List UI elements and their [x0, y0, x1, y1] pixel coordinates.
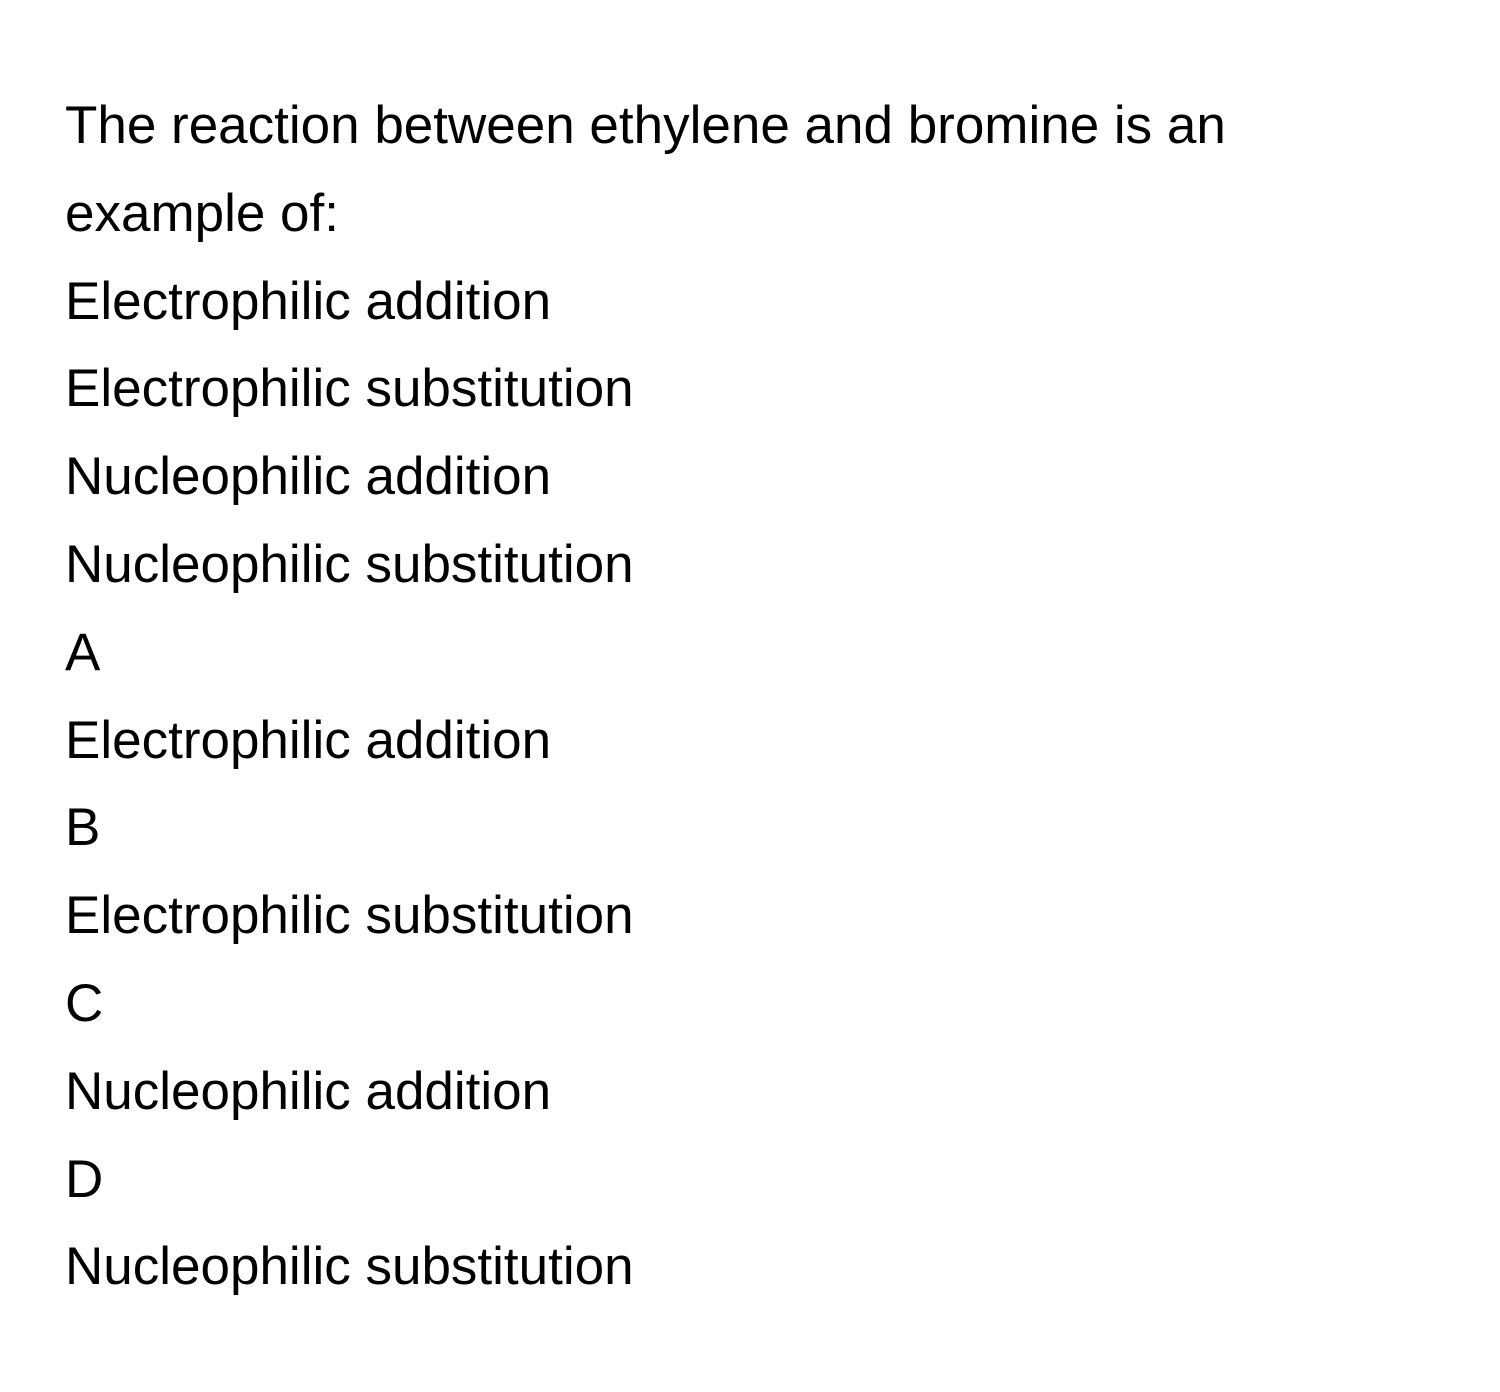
choice-letter-b: B	[65, 798, 101, 858]
option-item: Electrophilic addition	[65, 271, 552, 331]
choice-text-b: Electrophilic substitution	[65, 886, 634, 946]
choice-text-c: Nucleophilic addition	[65, 1061, 552, 1121]
choice-text-a: Electrophilic addition	[65, 710, 552, 770]
choice-list	[65, 609, 1435, 1311]
choice-letter-d: D	[65, 1149, 104, 1209]
question-document	[65, 82, 1435, 1311]
option-list	[65, 258, 1435, 609]
option-item: Nucleophilic addition	[65, 447, 552, 507]
choice-text-d: Nucleophilic substitution	[65, 1237, 634, 1297]
question-text: The reaction between ethylene and bromine is an example of:	[65, 96, 1241, 243]
choice-letter-c: C	[65, 973, 104, 1033]
option-item: Electrophilic substitution	[65, 359, 634, 419]
choice-letter-a: A	[65, 622, 101, 682]
option-item: Nucleophilic substitution	[65, 534, 634, 594]
